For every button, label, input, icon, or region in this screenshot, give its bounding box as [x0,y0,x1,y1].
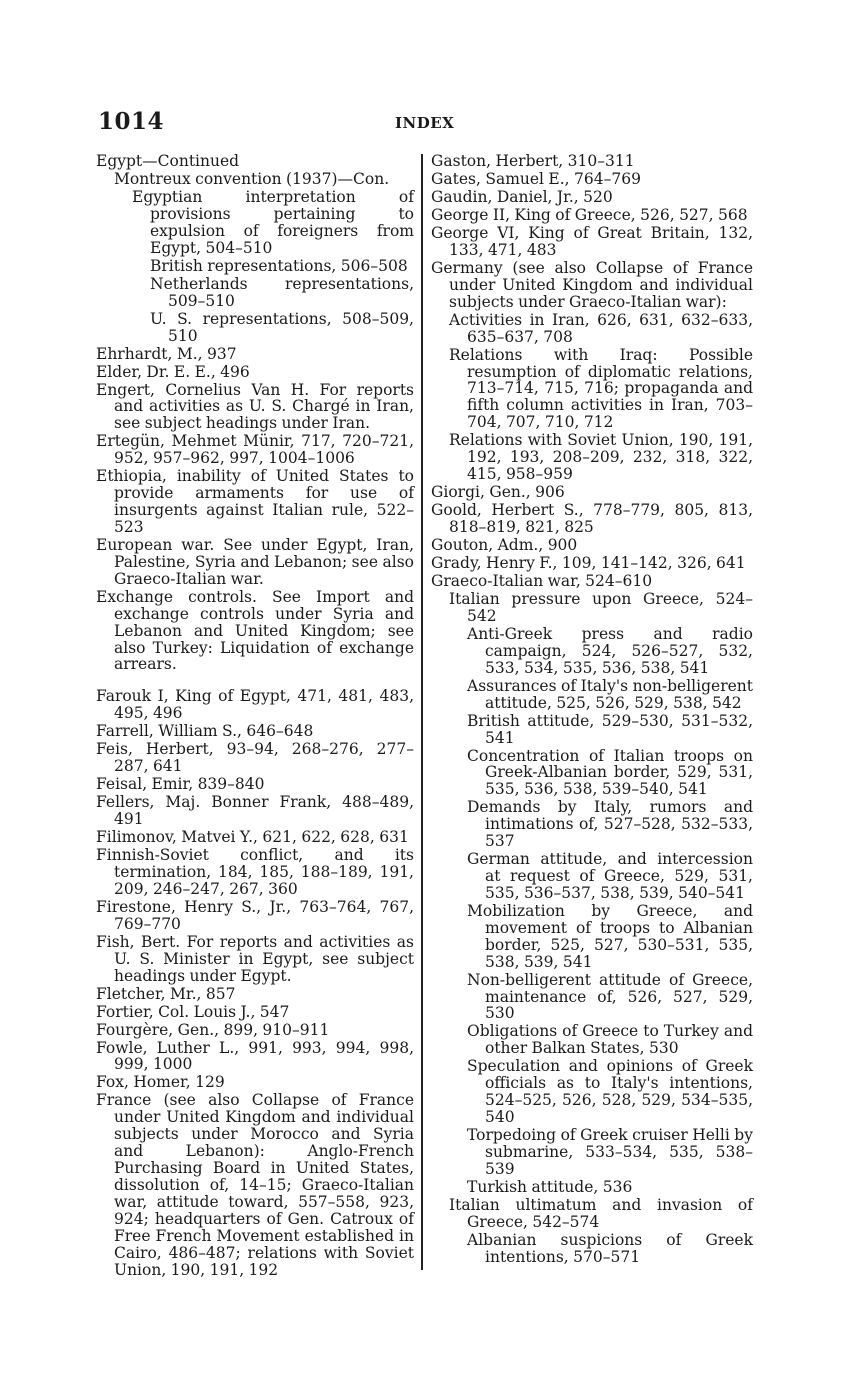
index-entry: Activities in Iran, 626, 631, 632–633, 635–637, 708 [449,310,753,346]
index-entry: Turkish attitude, 536 [467,1177,633,1196]
index-entry: Fowle, Luther L., 991, 993, 994, 998, 999, 1000 [96,1038,414,1074]
index-entry: Gaston, Herbert, 310–311 [431,152,635,170]
index-entry: Goold, Herbert S., 778–779, 805, 813, 818–819, 821, 825 [431,501,753,536]
index-entry: Non-belligerent attitude of Greece, maintenance of, 526, 527, 529, 530 [467,970,753,1023]
page-number: 1014 [98,108,165,135]
running-head: INDEX [395,114,455,132]
index-entry: Montreux convention (1937)—Con. [114,170,390,188]
index-entry: Gouton, Adm., 900 [431,535,578,554]
index-entry: Ehrhardt, M., 937 [96,344,237,363]
index-entry: British representations, 506–508 [150,256,408,275]
index-entry: Ertegün, Mehmet Münir, 717, 720–721, 952, 957–962, 997, 1004–1006 [96,432,414,468]
index-entry: Relations with Iraq: Possible resumption of diplomatic relations, 713–714, 715, 716; propaganda and fifth column activities in Iran, 703–704, 707, 710, 712 [449,345,753,432]
index-entry: Farrell, William S., 646–648 [96,722,314,741]
index-entry: France (see also Collapse of France under United Kingdom and individual subjects under Morocco and Syria and Lebanon): Anglo-French Purchasing Board in United States, dissolution of, 14–15; Graeco-Italian war, attitude toward, 557–558, 923, 924; headquarters of Gen. Catroux of Free French Movement established in Cairo, 486–487; relations with Soviet Union, 190, 191, 192 [96,1091,414,1279]
index-entry: Italian ultimatum and invasion of Greece, 542–574 [449,1195,753,1231]
index-entry: Engert, Cornelius Van H. For reports and activities as U. S. Chargé in Iran, see subject headings under Iran. [96,380,414,433]
index-entry: Fellers, Maj. Bonner Frank, 488–489, 491 [96,793,414,829]
index-entry: Elder, Dr. E. E., 496 [96,362,250,381]
index-entry: German attitude, and intercession at request of Greece, 529, 531, 535, 536–537, 538, 539, 540–541 [467,850,753,902]
index-entry: Giorgi, Gen., 906 [431,483,565,502]
index-entry: Farouk I, King of Egypt, 471, 481, 483, 495, 496 [96,687,414,723]
index-entry: Concentration of Italian troops on Greek-Albanian border, 529, 531, 535, 536, 538, 539–540, 541 [467,746,753,799]
index-entry: Egypt—Continued [96,152,240,170]
index-entry: Demands by Italy, rumors and intimations of, 527–528, 532–533, 537 [467,798,753,851]
index-entry: George II, King of Greece, 526, 527, 568 [431,206,748,224]
index-column-right [431,153,753,1267]
index-entry: Fish, Bert. For reports and activities as U. S. Minister in Egypt, see subject headings under Egypt. [96,932,414,985]
index-entry: Speculation and opinions of Greek officials as to Italy's intentions, 524–525, 526, 528, 529, 534–535, 540 [467,1057,753,1127]
index-entry: Grady, Henry F., 109, 141–142, 326, 641 [431,553,746,572]
index-entry: Italian pressure upon Greece, 524–542 [449,589,753,625]
index-entry: Feisal, Emir, 839–840 [96,775,265,794]
index-entry: Finnish-Soviet conflict, and its termination, 184, 185, 188–189, 191, 209, 246–247, 267, 360 [96,846,414,898]
index-entry: Fox, Homer, 129 [96,1073,225,1092]
index-entry: British attitude, 529–530, 531–532, 541 [467,711,753,747]
index-entry: Feis, Herbert, 93–94, 268–276, 277–287, 641 [96,740,414,776]
index-entry: Anti-Greek press and radio campaign, 524, 526–527, 532, 533, 534, 535, 536, 538, 541 [467,624,753,677]
index-entry: Torpedoing of Greek cruiser Helli by submarine, 533–534, 535, 538–539 [467,1126,753,1178]
index-column-left [96,153,414,1280]
index-entry: Fourgère, Gen., 899, 910–911 [96,1020,330,1039]
index-entry: Ethiopia, inability of United States to provide armaments for use of insurgents against Italian rule, 522–523 [96,467,414,536]
index-entry: Fletcher, Mr., 857 [96,984,236,1003]
index-entry: Netherlands representations, 509–510 [150,274,414,310]
index-entry: Exchange controls. See Import and exchange controls under Syria and Lebanon and United Kingdom; see also Turkey: Liquidation of exchange arrears. [96,587,414,674]
index-entry: European war. See under Egypt, Iran, Palestine, Syria and Lebanon; see also Graeco-Italian war. [96,535,414,588]
index-entry: Firestone, Henry S., Jr., 763–764, 767, 769–770 [96,897,414,933]
column-divider [421,154,423,1270]
index-entry: Filimonov, Matvei Y., 621, 622, 628, 631 [96,828,409,847]
index-entry: U. S. representations, 508–509, 510 [150,309,414,345]
index-entry: Albanian suspicions of Greek intentions, 570–571 [467,1230,753,1266]
index-entry: Assurances of Italy's non-belligerent attitude, 525, 526, 529, 538, 542 [467,676,753,712]
index-entry: George VI, King of Great Britain, 132, 133, 471, 483 [431,224,753,259]
index-entry: Relations with Soviet Union, 190, 191, 192, 193, 208–209, 232, 318, 322, 415, 958–959 [449,431,753,484]
index-entry: Fortier, Col. Louis J., 547 [96,1002,290,1021]
index-entry: Gates, Samuel E., 764–769 [431,170,641,188]
index-entry: Obligations of Greece to Turkey and other Balkan States, 530 [467,1022,753,1058]
index-entry: Graeco-Italian war, 524–610 [431,571,653,590]
index-entry: Gaudin, Daniel, Jr., 520 [431,188,613,206]
index-entry: Egyptian interpretation of provisions pertaining to expulsion of foreigners from Egypt, 504–510 [132,188,414,257]
index-entry: Mobilization by Greece, and movement of troops to Albanian border, 525, 527, 530–531, 535, 538, 539, 541 [467,901,753,971]
index-entry: Germany (see also Collapse of France under United Kingdom and individual subjects under Graeco-Italian war): [431,258,753,311]
